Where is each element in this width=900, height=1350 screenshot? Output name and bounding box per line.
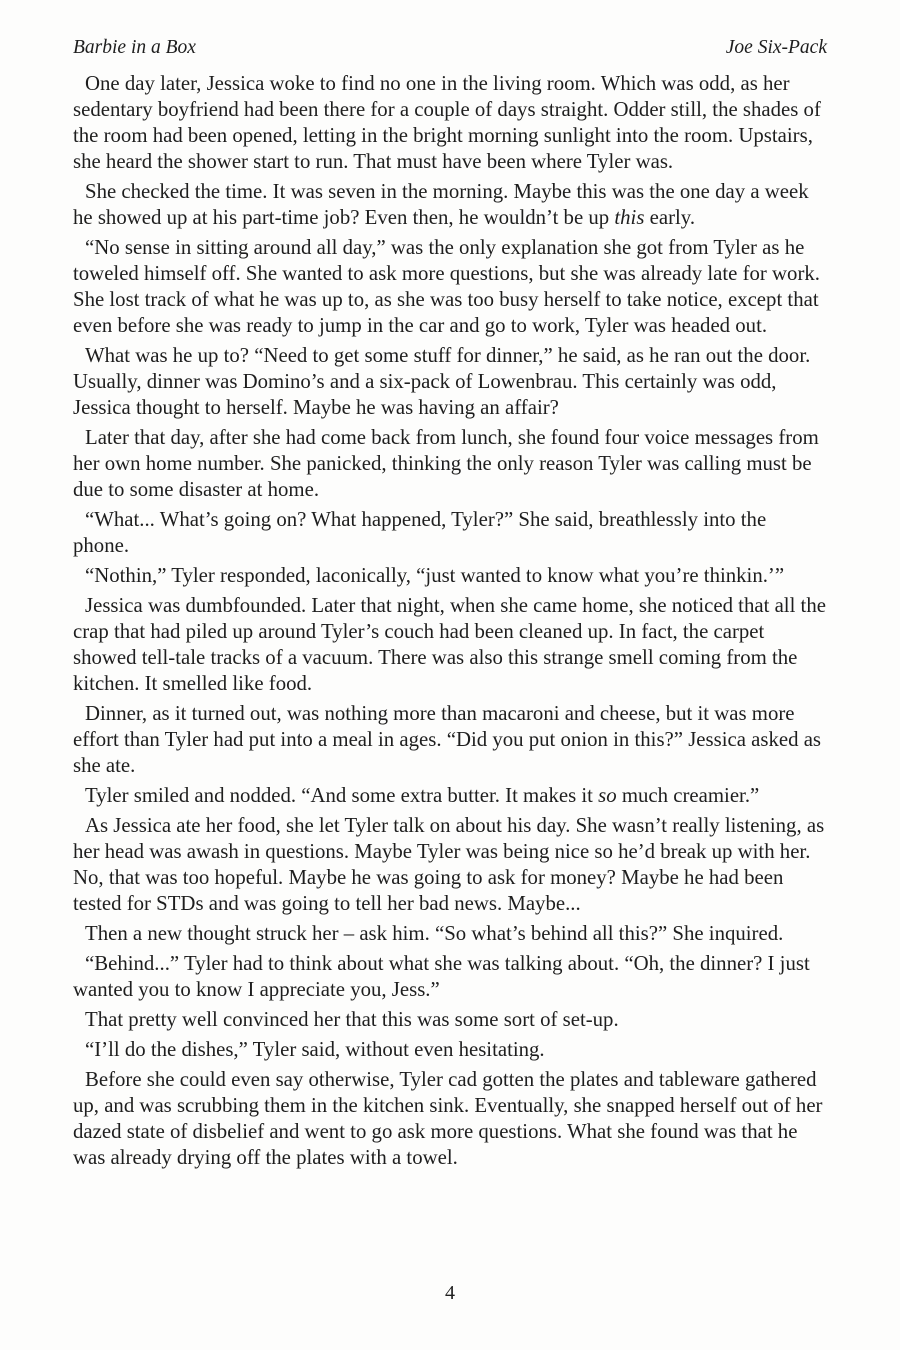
paragraph-6: “What... What’s going on? What happened, Tyler?” She said, breathlessly into the phone. (73, 508, 767, 557)
paragraph-8: Jessica was dumbfounded. Later that night, when she came home, she noticed that all the crap that had piled up around Tyler’s couch had been cleaned up. In fact, the carpet showed tell-tale tracks of a vacuum. There was also this strange smell coming from the kitchen. It smelled like food. (73, 594, 826, 695)
page-body (73, 71, 827, 1171)
paragraph-1: One day later, Jessica woke to find no one in the living room. Which was odd, as her sedentary boyfriend had been there for a couple of days straight. Odder still, the shades of the room had been opened, letting in the bright morning sunlight into the room. Upstairs, she heard the shower start to run. That must have been where Tyler was. (73, 72, 821, 173)
running-header-title: Barbie in a Box (73, 37, 196, 58)
paragraph-12: Then a new thought struck her – ask him. “So what’s behind all this?” She inquired. (85, 922, 784, 945)
paragraph-5: Later that day, after she had come back from lunch, she found four voice messages from her own home number. She panicked, thinking the only reason Tyler was calling must be due to some disaster at home. (73, 426, 819, 501)
running-header-author: Joe Six-Pack (725, 37, 827, 58)
paragraph-10 (73, 783, 827, 809)
paragraph-7: “Nothin,” Tyler responded, laconically, “just wanted to know what you’re thinkin.’” (85, 564, 785, 587)
paragraph-10-text-end: much creamier.” (616, 784, 760, 807)
paragraph-3: “No sense in sitting around all day,” was the only explanation she got from Tyler as he toweled himself off. She wanted to ask more questions, but she was already late for work. She lost track of what he was up to, as she was too busy herself to take notice, except that even before she was ready to jump in the car and go to work, Tyler was headed out. (73, 236, 820, 337)
page-number: 4 (445, 1282, 455, 1304)
paragraph-9: Dinner, as it turned out, was nothing more than macaroni and cheese, but it was more effort than Tyler had put into a meal in ages. “Did you put onion in this?” Jessica asked as she ate. (73, 702, 822, 777)
paragraph-14: That pretty well convinced her that this was some sort of set-up. (85, 1008, 619, 1031)
paragraph-15: “I’ll do the dishes,” Tyler said, without even hesitating. (85, 1038, 545, 1061)
paragraph-13: “Behind...” Tyler had to think about what she was talking about. “Oh, the dinner? I just wanted you to know I appreciate you, Jess.” (73, 952, 810, 1001)
paragraph-16: Before she could even say otherwise, Tyler cad gotten the plates and tableware gathered up, and was scrubbing them in the kitchen sink. Eventually, she snapped herself out of her dazed state of disbelief and went to go ask more questions. What she found was that he was already drying off the plates with a towel. (73, 1068, 823, 1169)
paragraph-2-emphasis: this (614, 206, 645, 229)
paragraph-2 (73, 179, 827, 231)
page-footer (0, 1281, 900, 1305)
paragraph-11: As Jessica ate her food, she let Tyler talk on about his day. She wasn’t really listening, as her head was awash in questions. Maybe Tyler was being nice so he’d break up with her. No, that was too hopeful. Maybe he was going to ask for money? Maybe he had been tested for STDs and was going to tell her bad news. Maybe... (73, 814, 825, 915)
paragraph-10-emphasis: so (598, 784, 617, 807)
paragraph-4: What was he up to? “Need to get some stuff for dinner,” he said, as he ran out the door. Usually, dinner was Domino’s and a six-pack of Lowenbrau. This certainly was odd, Jessica thought to herself. Maybe he was having an affair? (73, 344, 811, 419)
paragraph-10-text: Tyler smiled and nodded. “And some extra butter. It makes it (85, 784, 599, 807)
paragraph-2-text-end: early. (644, 206, 696, 229)
running-header (73, 36, 827, 60)
paragraph-2-text: She checked the time. It was seven in the morning. Maybe this was the one day a week he showed up at his part-time job? Even then, he wouldn’t be up (73, 180, 809, 229)
